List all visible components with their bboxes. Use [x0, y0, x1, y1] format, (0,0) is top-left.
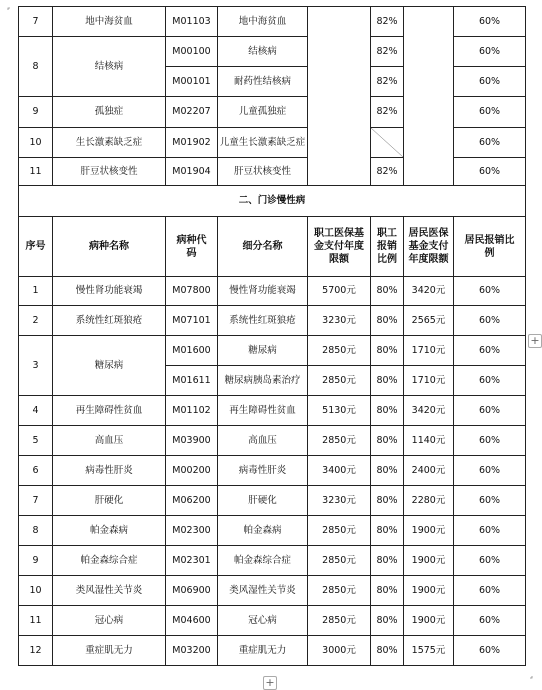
emp-limit-cell: 5700元 — [308, 277, 371, 306]
table-row — [19, 396, 526, 426]
seq-cell: 12 — [19, 636, 53, 666]
emp-ratio-cell: 80% — [371, 636, 404, 666]
insurance-table — [18, 6, 526, 666]
header-row — [19, 217, 526, 277]
subname-cell: 系统性红斑狼疮 — [218, 306, 308, 336]
subname-cell: 重症肌无力 — [218, 636, 308, 666]
col-header-emp-ratio: 职工报销比例 — [371, 217, 404, 277]
seq-cell: 10 — [19, 576, 53, 606]
col-header-disease: 病种名称 — [53, 217, 166, 277]
code-cell: M06200 — [166, 486, 218, 516]
emp-ratio-cell: 80% — [371, 516, 404, 546]
seq-cell: 4 — [19, 396, 53, 426]
table-row — [19, 606, 526, 636]
res-ratio-cell: 60% — [454, 456, 526, 486]
disease-cell: 病毒性肝炎 — [53, 456, 166, 486]
subname-cell: 再生障碍性贫血 — [218, 396, 308, 426]
seq-cell: 9 — [19, 97, 53, 128]
disease-cell: 帕金森综合症 — [53, 546, 166, 576]
col-header-subname: 细分名称 — [218, 217, 308, 277]
subname-cell: 高血压 — [218, 426, 308, 456]
res-limit-cell: 2400元 — [404, 456, 454, 486]
disease-cell: 生长激素缺乏症 — [53, 128, 166, 158]
subname-cell: 结核病 — [218, 37, 308, 67]
subname-cell: 类风湿性关节炎 — [218, 576, 308, 606]
seq-cell: 6 — [19, 456, 53, 486]
emp-ratio-cell: 82% — [371, 7, 404, 37]
subname-cell: 儿童生长激素缺乏症 — [218, 128, 308, 158]
table-row — [19, 486, 526, 516]
disease-cell: 重症肌无力 — [53, 636, 166, 666]
subname-cell: 冠心病 — [218, 606, 308, 636]
emp-ratio-cell: 80% — [371, 277, 404, 306]
disease-cell: 肝豆状核变性 — [53, 158, 166, 186]
res-ratio-cell: 60% — [454, 67, 526, 97]
seq-cell: 3 — [19, 336, 53, 396]
section-title: 二、门诊慢性病 — [19, 186, 526, 217]
emp-ratio-cell: 80% — [371, 606, 404, 636]
seq-cell: 7 — [19, 486, 53, 516]
empty-res-limit-cell — [404, 7, 454, 186]
emp-ratio-cell: 80% — [371, 426, 404, 456]
code-cell: M07101 — [166, 306, 218, 336]
res-ratio-cell: 60% — [454, 606, 526, 636]
subname-cell: 地中海贫血 — [218, 7, 308, 37]
disease-cell: 地中海贫血 — [53, 7, 166, 37]
code-cell: M01103 — [166, 7, 218, 37]
table-row — [19, 456, 526, 486]
emp-ratio-cell: 82% — [371, 158, 404, 186]
res-limit-cell: 1900元 — [404, 606, 454, 636]
code-cell: M00100 — [166, 37, 218, 67]
resize-corner-icon[interactable] — [530, 676, 538, 684]
emp-ratio-cell: 80% — [371, 456, 404, 486]
subname-cell: 糖尿病胰岛素治疗 — [218, 366, 308, 396]
page-corner-mark-icon — [2, 2, 10, 10]
res-limit-cell: 1710元 — [404, 336, 454, 366]
code-cell: M01600 — [166, 336, 218, 366]
res-ratio-cell: 60% — [454, 97, 526, 128]
table-row — [19, 277, 526, 306]
res-limit-cell: 1710元 — [404, 366, 454, 396]
res-ratio-cell: 60% — [454, 366, 526, 396]
res-ratio-cell: 60% — [454, 306, 526, 336]
code-cell: M02207 — [166, 97, 218, 128]
disease-cell: 孤独症 — [53, 97, 166, 128]
res-ratio-cell: 60% — [454, 277, 526, 306]
res-limit-cell: 1140元 — [404, 426, 454, 456]
res-ratio-cell: 60% — [454, 636, 526, 666]
res-limit-cell: 2565元 — [404, 306, 454, 336]
code-cell: M06900 — [166, 576, 218, 606]
code-cell: M00200 — [166, 456, 218, 486]
emp-limit-cell: 2850元 — [308, 336, 371, 366]
emp-limit-cell: 2850元 — [308, 576, 371, 606]
table-row — [19, 336, 526, 366]
table-row — [19, 7, 526, 37]
emp-ratio-cell: 80% — [371, 576, 404, 606]
emp-ratio-cell: 82% — [371, 97, 404, 128]
disease-cell: 肝硬化 — [53, 486, 166, 516]
res-ratio-cell: 60% — [454, 158, 526, 186]
code-cell: M01902 — [166, 128, 218, 158]
res-limit-cell: 2280元 — [404, 486, 454, 516]
col-header-code: 病种代码 — [166, 217, 218, 277]
seq-cell: 5 — [19, 426, 53, 456]
col-header-res-ratio: 居民报销比例 — [454, 217, 526, 277]
subname-cell: 儿童孤独症 — [218, 97, 308, 128]
add-row-button[interactable]: + — [263, 676, 277, 690]
table-row — [19, 306, 526, 336]
emp-ratio-cell: 80% — [371, 366, 404, 396]
code-cell: M07800 — [166, 277, 218, 306]
disease-cell: 再生障碍性贫血 — [53, 396, 166, 426]
res-ratio-cell: 60% — [454, 516, 526, 546]
disease-cell: 糖尿病 — [53, 336, 166, 396]
diagonal-slash-cell — [371, 128, 404, 158]
section-row — [19, 186, 526, 217]
disease-cell: 类风湿性关节炎 — [53, 576, 166, 606]
subname-cell: 肝豆状核变性 — [218, 158, 308, 186]
seq-cell: 7 — [19, 7, 53, 37]
emp-limit-cell: 2850元 — [308, 516, 371, 546]
subname-cell: 帕金森病 — [218, 516, 308, 546]
res-limit-cell: 1900元 — [404, 516, 454, 546]
res-ratio-cell: 60% — [454, 486, 526, 516]
emp-limit-cell: 2850元 — [308, 546, 371, 576]
subname-cell: 耐药性结核病 — [218, 67, 308, 97]
emp-limit-cell: 3230元 — [308, 306, 371, 336]
seq-cell: 9 — [19, 546, 53, 576]
empty-limit-cell — [308, 7, 371, 186]
code-cell: M00101 — [166, 67, 218, 97]
res-ratio-cell: 60% — [454, 37, 526, 67]
res-limit-cell: 3420元 — [404, 277, 454, 306]
emp-limit-cell: 2850元 — [308, 366, 371, 396]
subname-cell: 病毒性肝炎 — [218, 456, 308, 486]
emp-limit-cell: 2850元 — [308, 606, 371, 636]
emp-limit-cell: 3230元 — [308, 486, 371, 516]
res-limit-cell: 1900元 — [404, 576, 454, 606]
code-cell: M04600 — [166, 606, 218, 636]
emp-ratio-cell: 82% — [371, 37, 404, 67]
emp-ratio-cell: 80% — [371, 486, 404, 516]
emp-ratio-cell: 80% — [371, 306, 404, 336]
seq-cell: 11 — [19, 158, 53, 186]
emp-ratio-cell: 82% — [371, 67, 404, 97]
seq-cell: 10 — [19, 128, 53, 158]
disease-cell: 系统性红斑狼疮 — [53, 306, 166, 336]
emp-ratio-cell: 80% — [371, 336, 404, 366]
emp-limit-cell: 2850元 — [308, 426, 371, 456]
col-header-emp-limit: 职工医保基金支付年度限额 — [308, 217, 371, 277]
seq-cell: 8 — [19, 516, 53, 546]
subname-cell: 帕金森综合症 — [218, 546, 308, 576]
table-row — [19, 636, 526, 666]
disease-cell: 帕金森病 — [53, 516, 166, 546]
emp-limit-cell: 3400元 — [308, 456, 371, 486]
code-cell: M02300 — [166, 516, 218, 546]
add-column-button[interactable]: + — [528, 334, 542, 348]
table-row — [19, 516, 526, 546]
res-ratio-cell: 60% — [454, 128, 526, 158]
emp-ratio-cell: 80% — [371, 546, 404, 576]
disease-cell: 高血压 — [53, 426, 166, 456]
code-cell: M01904 — [166, 158, 218, 186]
res-ratio-cell: 60% — [454, 7, 526, 37]
disease-cell: 冠心病 — [53, 606, 166, 636]
seq-cell: 11 — [19, 606, 53, 636]
res-ratio-cell: 60% — [454, 426, 526, 456]
table-row — [19, 546, 526, 576]
seq-cell: 8 — [19, 37, 53, 97]
code-cell: M01611 — [166, 366, 218, 396]
code-cell: M02301 — [166, 546, 218, 576]
seq-cell: 2 — [19, 306, 53, 336]
code-cell: M03200 — [166, 636, 218, 666]
subname-cell: 糖尿病 — [218, 336, 308, 366]
table-row — [19, 576, 526, 606]
emp-limit-cell: 3000元 — [308, 636, 371, 666]
res-ratio-cell: 60% — [454, 396, 526, 426]
emp-limit-cell: 5130元 — [308, 396, 371, 426]
subname-cell: 肝硬化 — [218, 486, 308, 516]
subname-cell: 慢性肾功能衰竭 — [218, 277, 308, 306]
diagonal-line-icon — [371, 128, 403, 157]
res-ratio-cell: 60% — [454, 546, 526, 576]
res-ratio-cell: 60% — [454, 576, 526, 606]
res-ratio-cell: 60% — [454, 336, 526, 366]
res-limit-cell: 3420元 — [404, 396, 454, 426]
code-cell: M01102 — [166, 396, 218, 426]
emp-ratio-cell: 80% — [371, 396, 404, 426]
disease-cell: 慢性肾功能衰竭 — [53, 277, 166, 306]
col-header-seq: 序号 — [19, 217, 53, 277]
seq-cell: 1 — [19, 277, 53, 306]
res-limit-cell: 1575元 — [404, 636, 454, 666]
code-cell: M03900 — [166, 426, 218, 456]
disease-cell: 结核病 — [53, 37, 166, 97]
table-row — [19, 426, 526, 456]
col-header-res-limit: 居民医保基金支付年度限额 — [404, 217, 454, 277]
res-limit-cell: 1900元 — [404, 546, 454, 576]
